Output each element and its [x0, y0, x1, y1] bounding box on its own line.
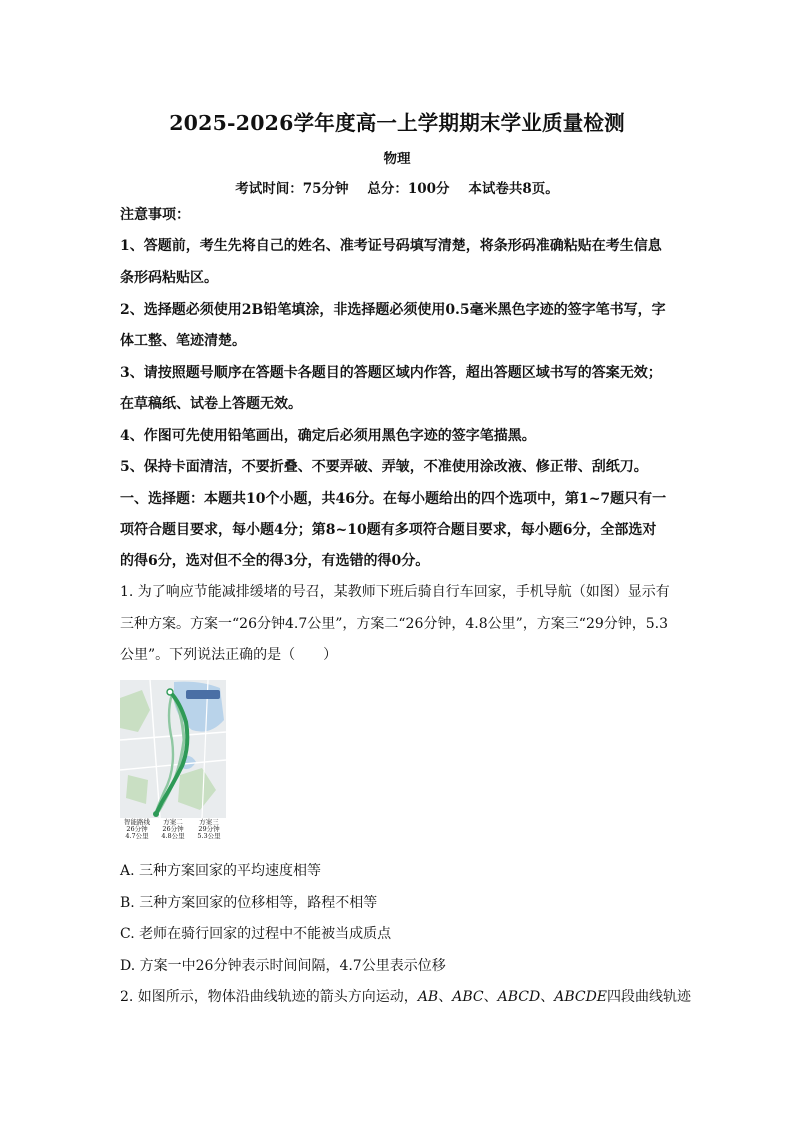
- question-1-stem: 1. 为了响应节能减排缓堵的号召，某教师下班后骑自行车回家，手机导航（如图）显示有: [120, 584, 670, 600]
- question-2-prefix: 2. 如图所示，物体沿曲线轨迹的箭头方向运动，: [120, 989, 418, 1005]
- route-distance: 5.3公里: [197, 832, 221, 840]
- route-name: 方案三: [199, 818, 219, 826]
- segment-label: ABCD: [497, 989, 541, 1005]
- question-1-stem: 公里”。下列说法正确的是（ ）: [120, 647, 338, 663]
- route-distance: 4.8公里: [161, 832, 185, 840]
- option-b: B. 三种方案回家的位移相等，路程不相等: [120, 895, 378, 911]
- page-title: 2025-2026学年度高一上学期期末学业质量检测: [169, 111, 625, 135]
- option-c: C. 老师在骑行回家的过程中不能被当成质点: [120, 926, 392, 942]
- route-time: 26分钟: [126, 825, 148, 833]
- notice-line: 在草稿纸、试卷上答题无效。: [120, 396, 302, 412]
- question-2-suffix: 四段曲线轨迹: [607, 989, 692, 1005]
- route-option[interactable]: [120, 819, 154, 840]
- notice-line: 2、选择题必须使用2B铅笔填涂，非选择题必须使用0.5毫米黑色字迹的签字笔书写，字: [120, 302, 666, 318]
- separator: 、: [540, 989, 555, 1005]
- section-line: 项符合题目要求，每小题4分；第8~10题有多项符合题目要求，每小题6分，全部选对: [120, 522, 657, 538]
- subject-label: 物理: [383, 151, 411, 167]
- option-d: D. 方案一中26分钟表示时间间隔，4.7公里表示位移: [120, 958, 446, 974]
- segment-label: AB: [417, 989, 439, 1005]
- route-option[interactable]: [156, 819, 190, 840]
- option-a: A. 三种方案回家的平均速度相等: [120, 863, 322, 879]
- segment-label: ABC: [452, 989, 484, 1005]
- route-time: 29分钟: [198, 825, 220, 833]
- notice-line: 4、作图可先使用铅笔画出，确定后必须用黑色字迹的签字笔描黑。: [120, 428, 536, 444]
- notice-line: 条形码粘贴区。: [120, 270, 218, 286]
- navigation-map-figure: [120, 680, 226, 846]
- exam-meta: 考试时间：75分钟 总分：100分 本试卷共8页。: [235, 181, 559, 197]
- separator: 、: [483, 989, 498, 1005]
- question-1-stem: 三种方案。方案一“26分钟4.7公里”，方案二“26分钟，4.8公里”，方案三“29分钟，5.3: [120, 616, 669, 632]
- segment-label: ABCDE: [554, 989, 608, 1005]
- route-time: 26分钟: [162, 825, 184, 833]
- route-name: 方案二: [163, 818, 183, 826]
- notice-line: 3、请按照题号顺序在答题卡各题目的答题区域内作答，超出答题区域书写的答案无效；: [120, 365, 662, 381]
- notice-line: 1、答题前，考生先将自己的姓名、准考证号码填写清楚，将条形码准确粘贴在考生信息: [120, 238, 662, 254]
- route-distance: 4.7公里: [125, 832, 149, 840]
- separator: 、: [438, 989, 453, 1005]
- section-heading: 一、选择题：本题共10个小题，共46分。在每小题给出的四个选项中，第1~7题只有一: [120, 491, 667, 507]
- notice-heading: 注意事项：: [120, 207, 190, 223]
- route-option[interactable]: [192, 819, 226, 840]
- section-line: 的得6分，选对但不全的得3分，有选错的得0分。: [120, 553, 430, 569]
- route-name: 智能路线: [124, 818, 150, 826]
- notice-line: 5、保持卡面清洁，不要折叠、不要弄破、弄皱，不准使用涂改液、修正带、刮纸刀。: [120, 459, 648, 475]
- route-options-panel: [120, 818, 226, 846]
- notice-line: 体工整、笔迹清楚。: [120, 333, 246, 349]
- question-2-stem: [120, 987, 692, 1007]
